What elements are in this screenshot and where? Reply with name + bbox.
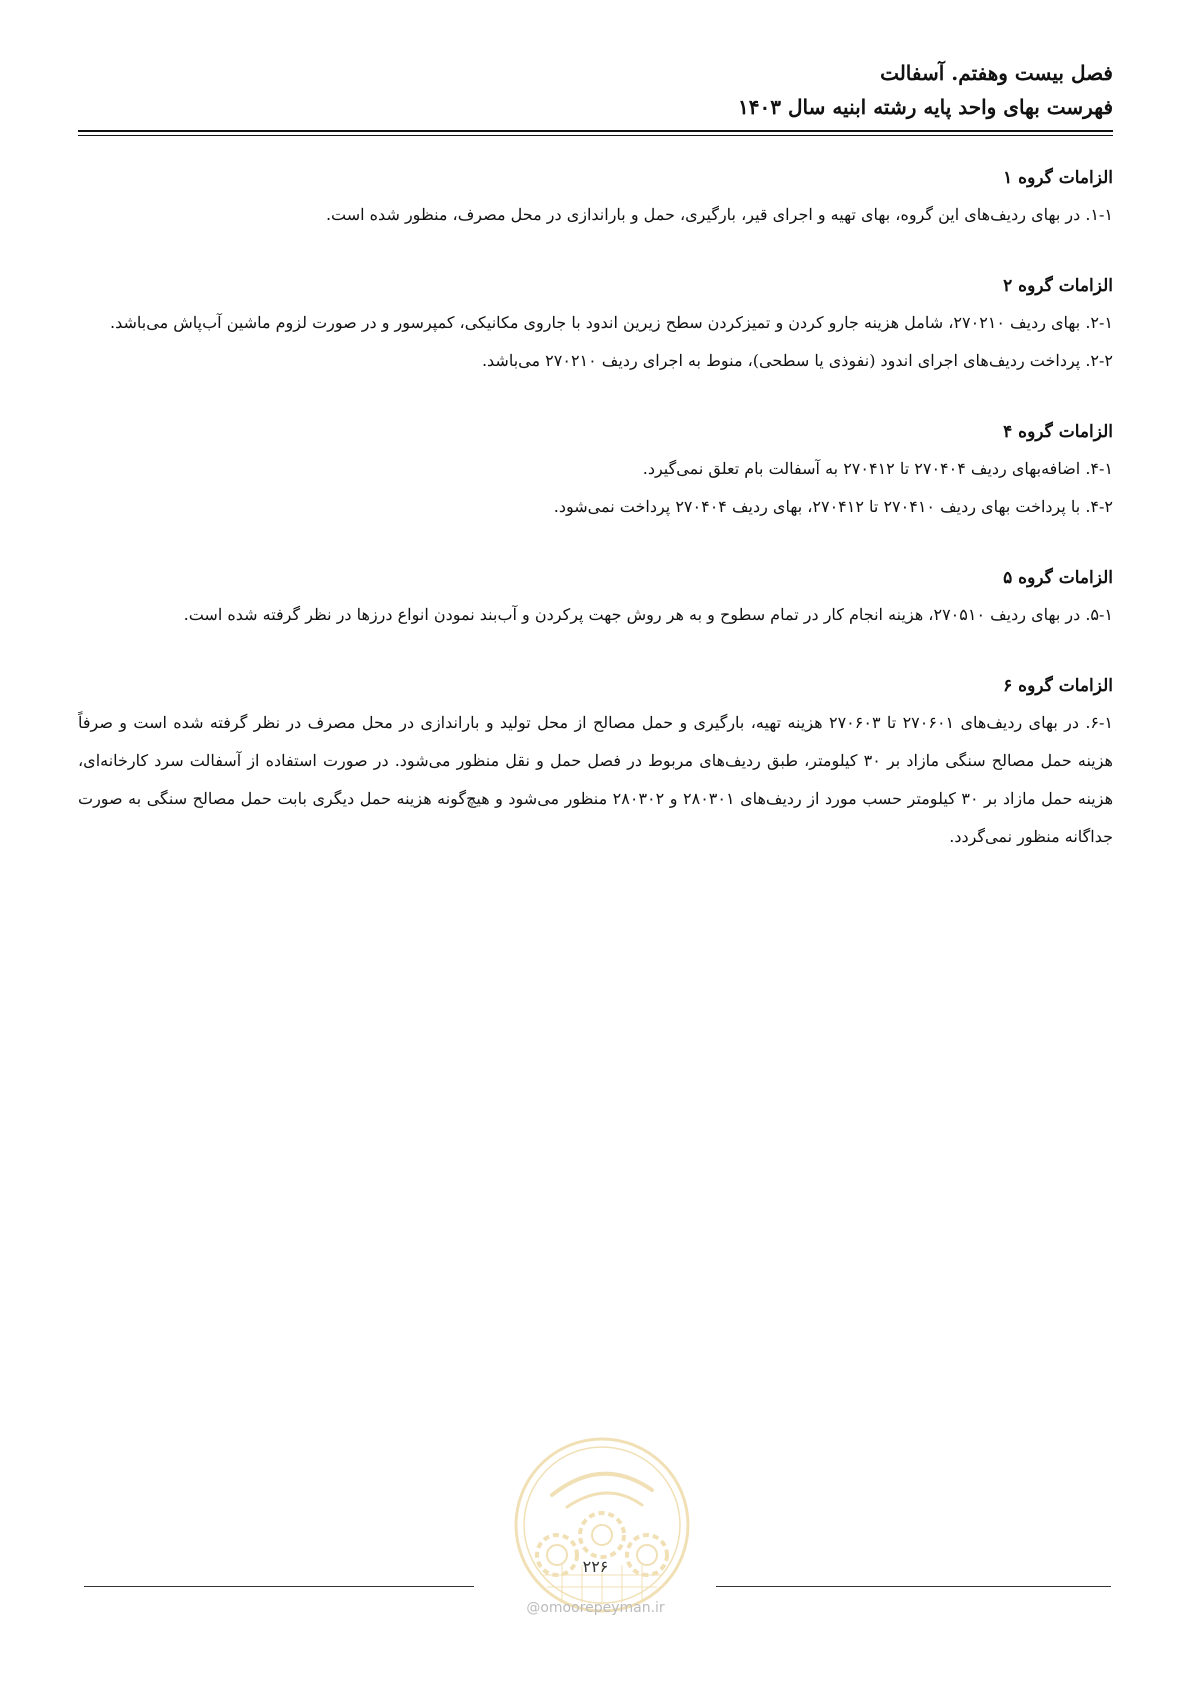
paragraph: ۴-۱. اضافه‌بهای ردیف ۲۷۰۴۰۴ تا ۲۷۰۴۱۲ به آسفالت بام تعلق نمی‌گیرد. [642,459,1113,478]
paragraph: ۱-۱. در بهای ردیف‌های این گروه، بهای تهیه و اجرای قیر، بارگیری، حمل و باراندازی در محل مصرف، منظور شده است. [325,205,1113,224]
group-title: الزامات گروه ۴ [1003,422,1113,442]
group-1 [78,168,1113,234]
header-rule-thick [78,130,1113,132]
group-5 [78,568,1113,634]
paragraph: ۲-۲. پرداخت ردیف‌های اجرای اندود (نفوذی یا سطحی)، منوط به اجرای ردیف ۲۷۰۲۱۰ می‌باشد. [481,351,1113,370]
paragraph: ۴-۲. با پرداخت بهای ردیف ۲۷۰۴۱۰ تا ۲۷۰۴۱۲، بهای ردیف ۲۷۰۴۰۴ پرداخت نمی‌شود. [553,497,1113,516]
group-title: الزامات گروه ۶ [1003,676,1113,696]
document-body [78,158,1113,898]
group-title: الزامات گروه ۱ [1003,168,1113,188]
chapter-title: فصل بیست وهفتم. آسفالت [880,61,1113,85]
paragraph: ۲-۱. بهای ردیف ۲۷۰۲۱۰، شامل هزینه جارو کردن و تمیزکردن سطح زیرین اندود با جاروی مکانیکی، کمپرسور و در صورت لزوم ماشین آب‌پاش می‌باشد. [110,313,1113,332]
gear-icon [580,1513,624,1557]
paragraph: ۶-۱. در بهای ردیف‌های ۲۷۰۶۰۱ تا ۲۷۰۶۰۳ هزینه تهیه، بارگیری و حمل مصالح از محل تولید و باراندازی در محل مصرف در نظر گرفته شده است و صرفاً هزینه حمل مصالح سنگی مازاد بر ۳۰ کیلومتر، طبق ردیف‌های مربوط در فصل حمل و نقل منظور می‌شود. در صورت استفاده از آسفالت سرد کارخانه‌ای، هزینه حمل مازاد بر ۳۰ کیلومتر حسب مورد از ردیف‌های ۲۸۰۳۰۱ و ۲۸۰۳۰۲ منظور می‌شود و هیچ‌گونه هزینه حمل دیگری بابت حمل مصالح سنگی به صورت جداگانه منظور نمی‌گردد. [78,713,1114,846]
group-title: الزامات گروه ۲ [1003,276,1113,296]
paragraph: ۵-۱. در بهای ردیف ۲۷۰۵۱۰، هزینه انجام کار در تمام سطوح و به هر روش جهت پرکردن و آب‌بند نمودن انواع درزها در نظر گرفته شده است. [183,605,1113,624]
group-2 [78,276,1113,380]
footer-rule-right [716,1586,1111,1587]
footer-watermark-url: @omoorepeyman.ir [526,1600,665,1616]
group-6 [78,676,1113,856]
page-header [78,56,1113,124]
group-title: الزامات گروه ۵ [1003,568,1113,588]
footer-rule-left [84,1586,474,1587]
header-rule-thin [78,135,1113,136]
group-4 [78,422,1113,526]
price-list-title: فهرست بهای واحد پایه رشته ابنیه سال ۱۴۰۳ [738,95,1113,119]
omoorepeyman-stamp-logo [512,1435,692,1615]
page-number: ۲۲۶ [582,1557,609,1576]
